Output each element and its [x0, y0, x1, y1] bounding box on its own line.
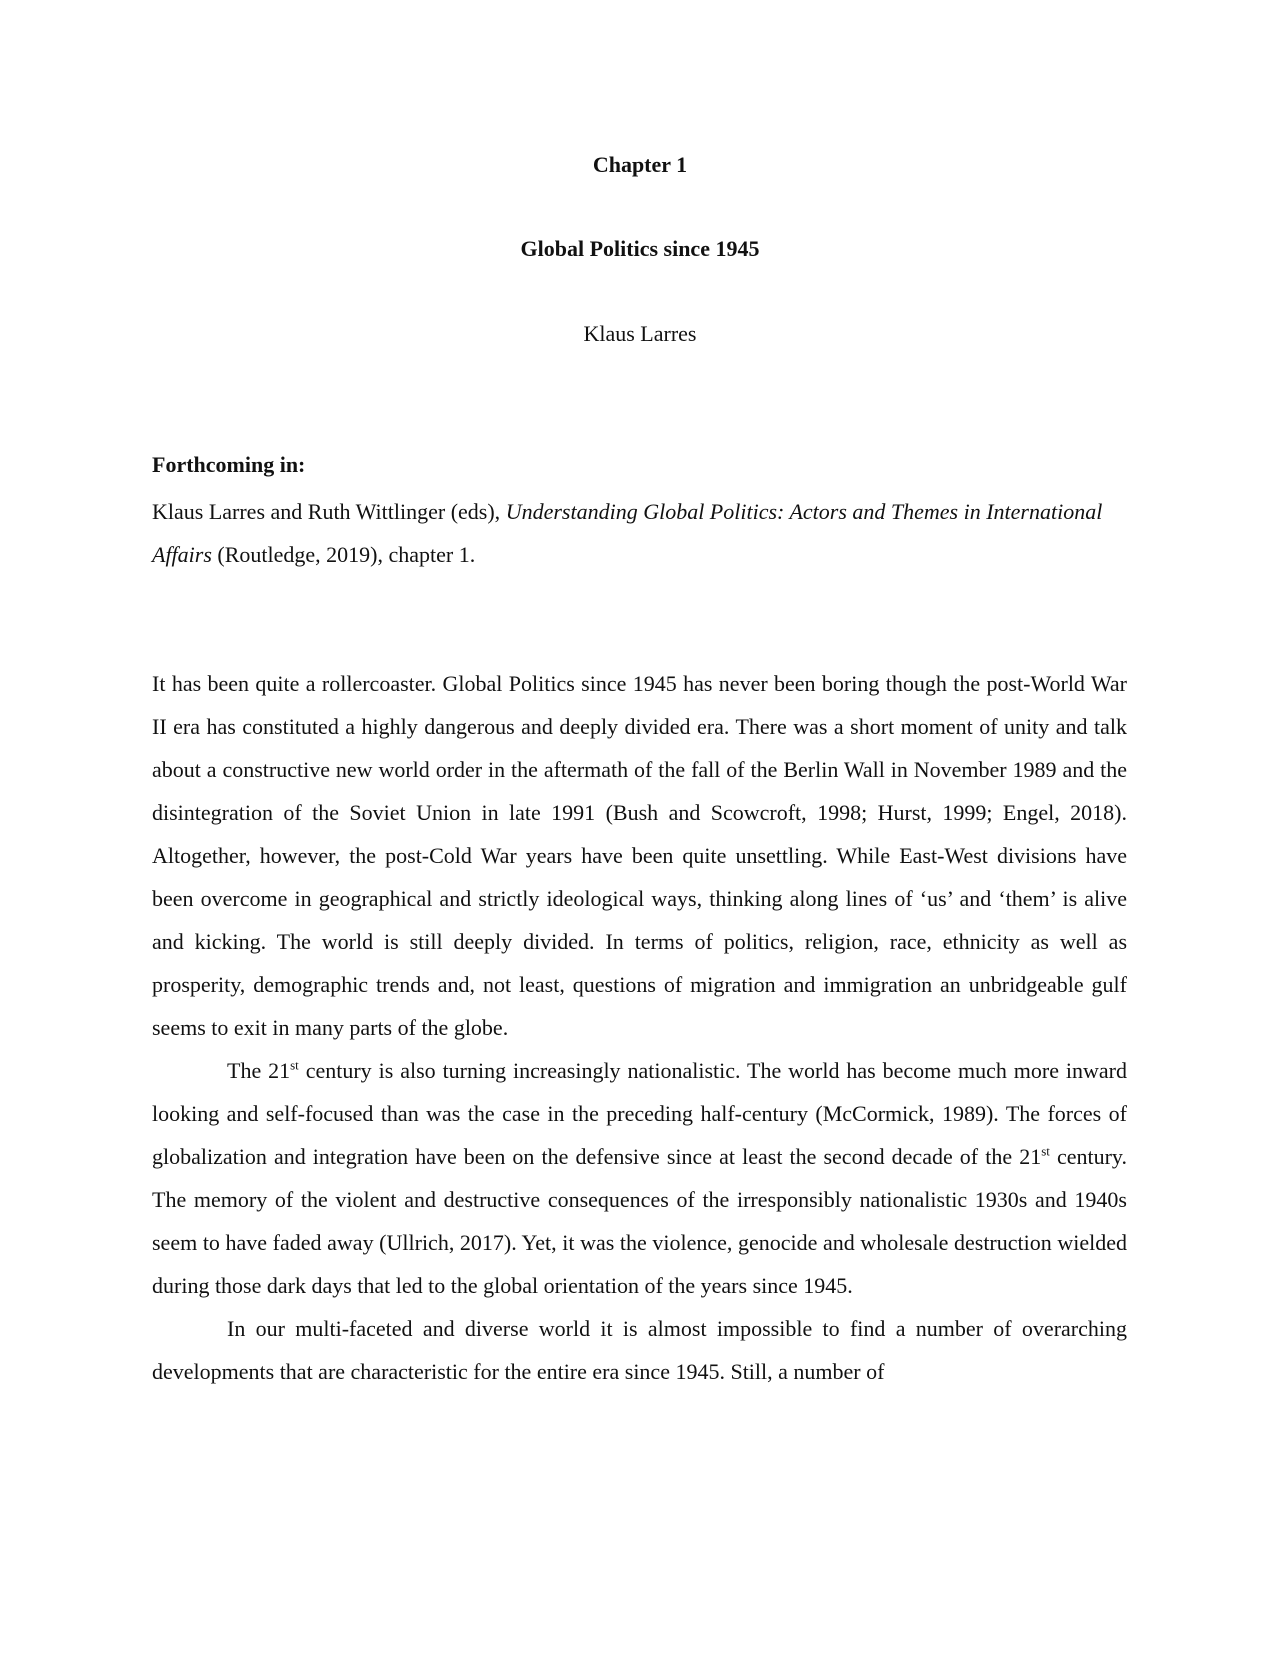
paragraph-1: It has been quite a rollercoaster. Global Politics since 1945 has never been boring though the post-World War II era has constituted a highly dangerous and deeply divided era. There was a short moment of unity and talk about a constructive new world order in the aftermath of the fall of the Berlin Wall in November 1989 and the disintegration of the Soviet Union in late 1991 (Bush and Scowcroft, 1998; Hurst, 1999; Engel, 2018). Altogether, however, the post-Cold War years have been quite unsettling. While East-West divisions have been overcome in geographical and strictly ideological ways, thinking along lines of ‘us’ and ‘them’ is alive and kicking. The world is still deeply divided. In terms of politics, religion, race, ethnicity as well as prosperity, demographic trends and, not least, questions of migration and immigration an unbridgeable gulf seems to exit in many parts of the globe. — [152, 671, 1127, 1040]
superscript-st: st — [1041, 1143, 1050, 1159]
paragraph-2 — [152, 1049, 1127, 1307]
paragraph-2-part-c: century. The memory of the violent and destructive consequences of the irresponsibly nationalistic 1930s and 1940s seem to have faded away (Ullrich, 2017). Yet, it was the violence, genocide and wholesale destruction wielded during those dark days that led to the global orientation of the years since 1945. — [152, 1144, 1128, 1298]
chapter-title: Global Politics since 1945 — [520, 236, 760, 261]
superscript-st: st — [290, 1057, 299, 1073]
paragraph-3: In our multi-faceted and diverse world it is almost impossible to find a number of overarching developments that are characteristic for the entire era since 1945. Still, a number of — [152, 1316, 1127, 1384]
citation-details: (Routledge, 2019), chapter 1. — [211, 542, 476, 567]
forthcoming-label: Forthcoming in: — [152, 452, 306, 477]
author-name: Klaus Larres — [583, 321, 697, 346]
paragraph-2-part-b: century is also turning increasingly nationalistic. The world has become much more inward looking and self-focused than was the case in the preceding half-century (McCormick, 1989). The forces of globalization and integration have been on the defensive since at least the second decade of the 21 — [152, 1058, 1127, 1169]
paragraph-2-part-a: The 21 — [227, 1058, 291, 1083]
citation — [152, 490, 1127, 576]
citation-book-title: Understanding Global Politics: Actors and Themes in International Affairs — [152, 499, 1103, 567]
chapter-heading: Chapter 1 — [592, 152, 688, 177]
body-text — [152, 662, 1127, 1393]
citation-editors: Klaus Larres and Ruth Wittlinger (eds), — [152, 499, 506, 524]
